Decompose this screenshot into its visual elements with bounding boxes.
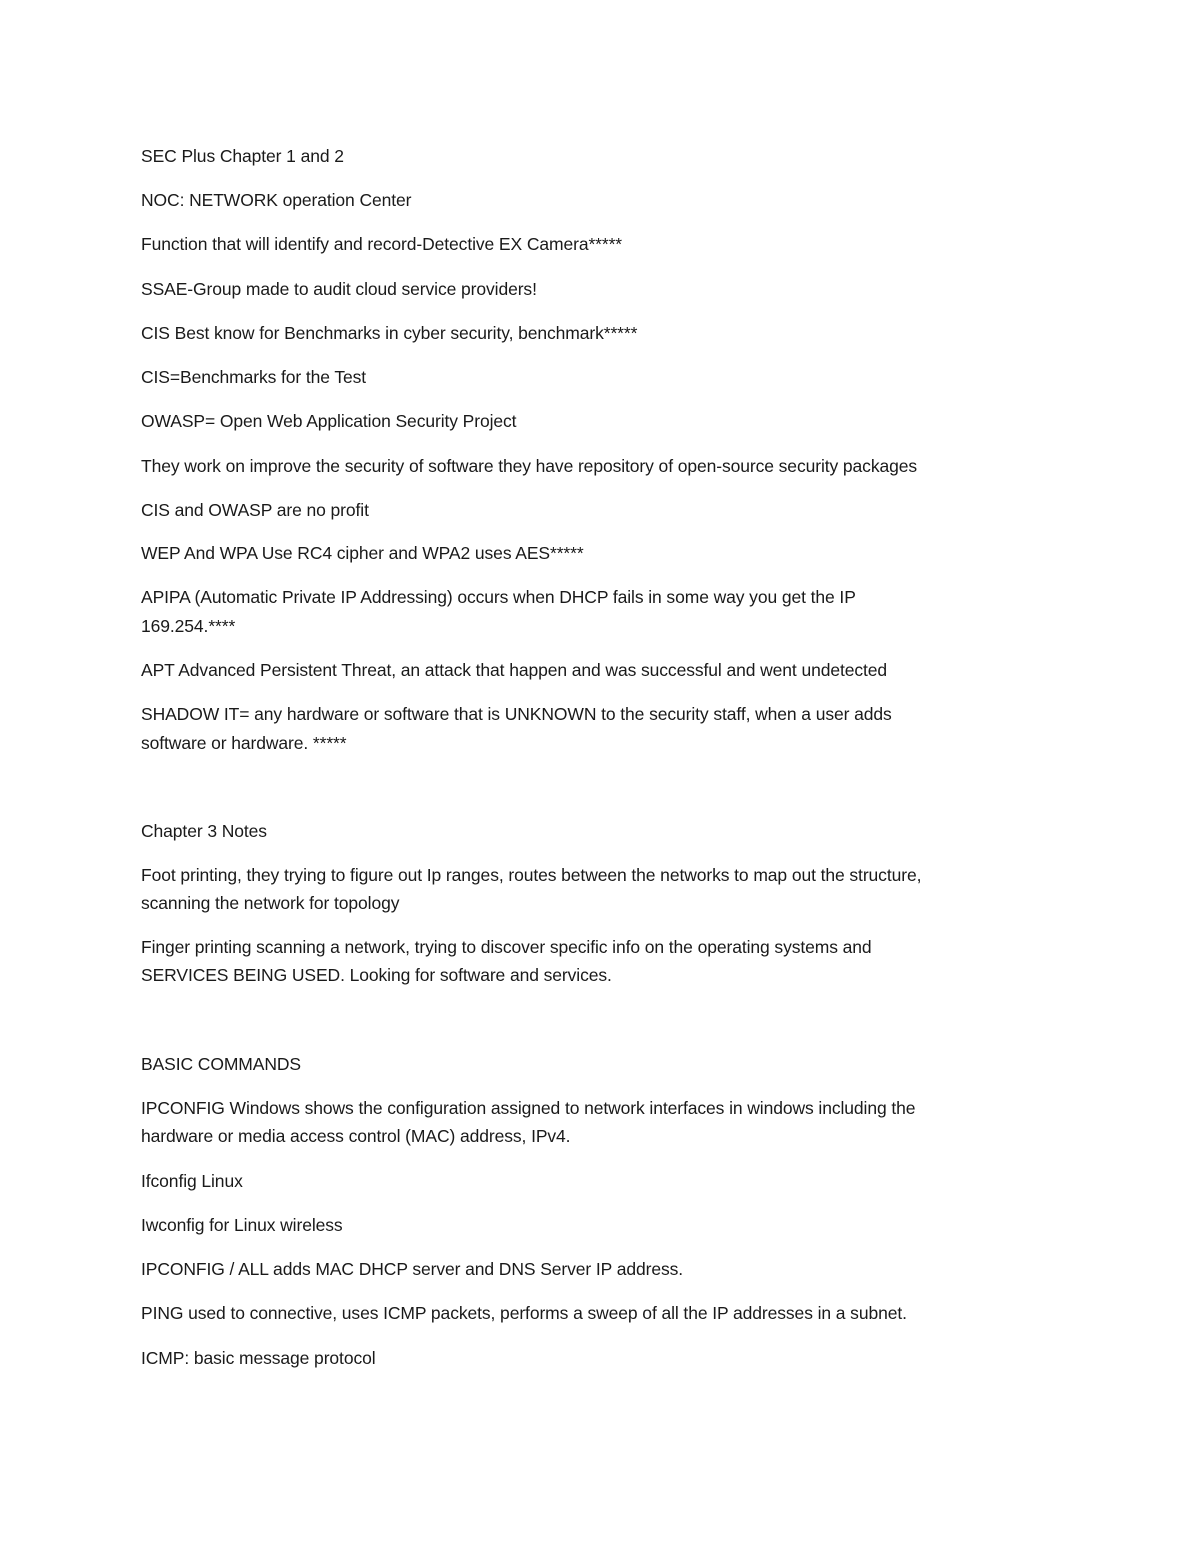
note-line: hardware or media access control (MAC) address, IPv4.: [141, 1126, 571, 1146]
note-line: Finger printing scanning a network, trying to discover specific info on the operating systems and: [141, 937, 872, 957]
note-line: IPCONFIG Windows shows the configuration assigned to network interfaces in windows including the: [141, 1098, 916, 1118]
note-line: software or hardware. *****: [141, 733, 347, 753]
note-line: APT Advanced Persistent Threat, an attack that happen and was successful and went undetected: [141, 660, 888, 680]
note-line: Ifconfig Linux: [141, 1171, 243, 1191]
note-line: SERVICES BEING USED. Looking for software and services.: [141, 965, 612, 985]
note-line: Function that will identify and record-Detective EX Camera*****: [141, 234, 623, 254]
note-line: SSAE-Group made to audit cloud service providers!: [141, 279, 537, 299]
note-line: WEP And WPA Use RC4 cipher and WPA2 uses AES*****: [141, 543, 584, 563]
heading-sec-plus-chapter-1-2: SEC Plus Chapter 1 and 2: [141, 146, 344, 166]
note-line: IPCONFIG / ALL adds MAC DHCP server and DNS Server IP address.: [141, 1259, 684, 1279]
note-line: SHADOW IT= any hardware or software that is UNKNOWN to the security staff, when a user adds: [141, 704, 892, 724]
note-line: ICMP: basic message protocol: [141, 1348, 376, 1368]
note-line: scanning the network for topology: [141, 893, 400, 913]
note-line: PING used to connective, uses ICMP packets, performs a sweep of all the IP addresses in a subnet.: [141, 1303, 907, 1323]
note-line: CIS and OWASP are no profit: [141, 500, 369, 520]
note-line: OWASP= Open Web Application Security Project: [141, 411, 517, 431]
note-line: 169.254.****: [141, 616, 236, 636]
heading-basic-commands: BASIC COMMANDS: [141, 1054, 302, 1074]
note-line: Foot printing, they trying to figure out Ip ranges, routes between the networks to map out the structure,: [141, 865, 922, 885]
heading-chapter-3-notes: Chapter 3 Notes: [141, 821, 267, 841]
note-line: NOC: NETWORK operation Center: [141, 190, 412, 210]
note-line: They work on improve the security of software they have repository of open-source security packages: [141, 456, 918, 476]
note-line: APIPA (Automatic Private IP Addressing) occurs when DHCP fails in some way you get the IP: [141, 587, 856, 607]
note-line: CIS=Benchmarks for the Test: [141, 367, 367, 387]
note-line: CIS Best know for Benchmarks in cyber security, benchmark*****: [141, 323, 638, 343]
note-line: Iwconfig for Linux wireless: [141, 1215, 343, 1235]
